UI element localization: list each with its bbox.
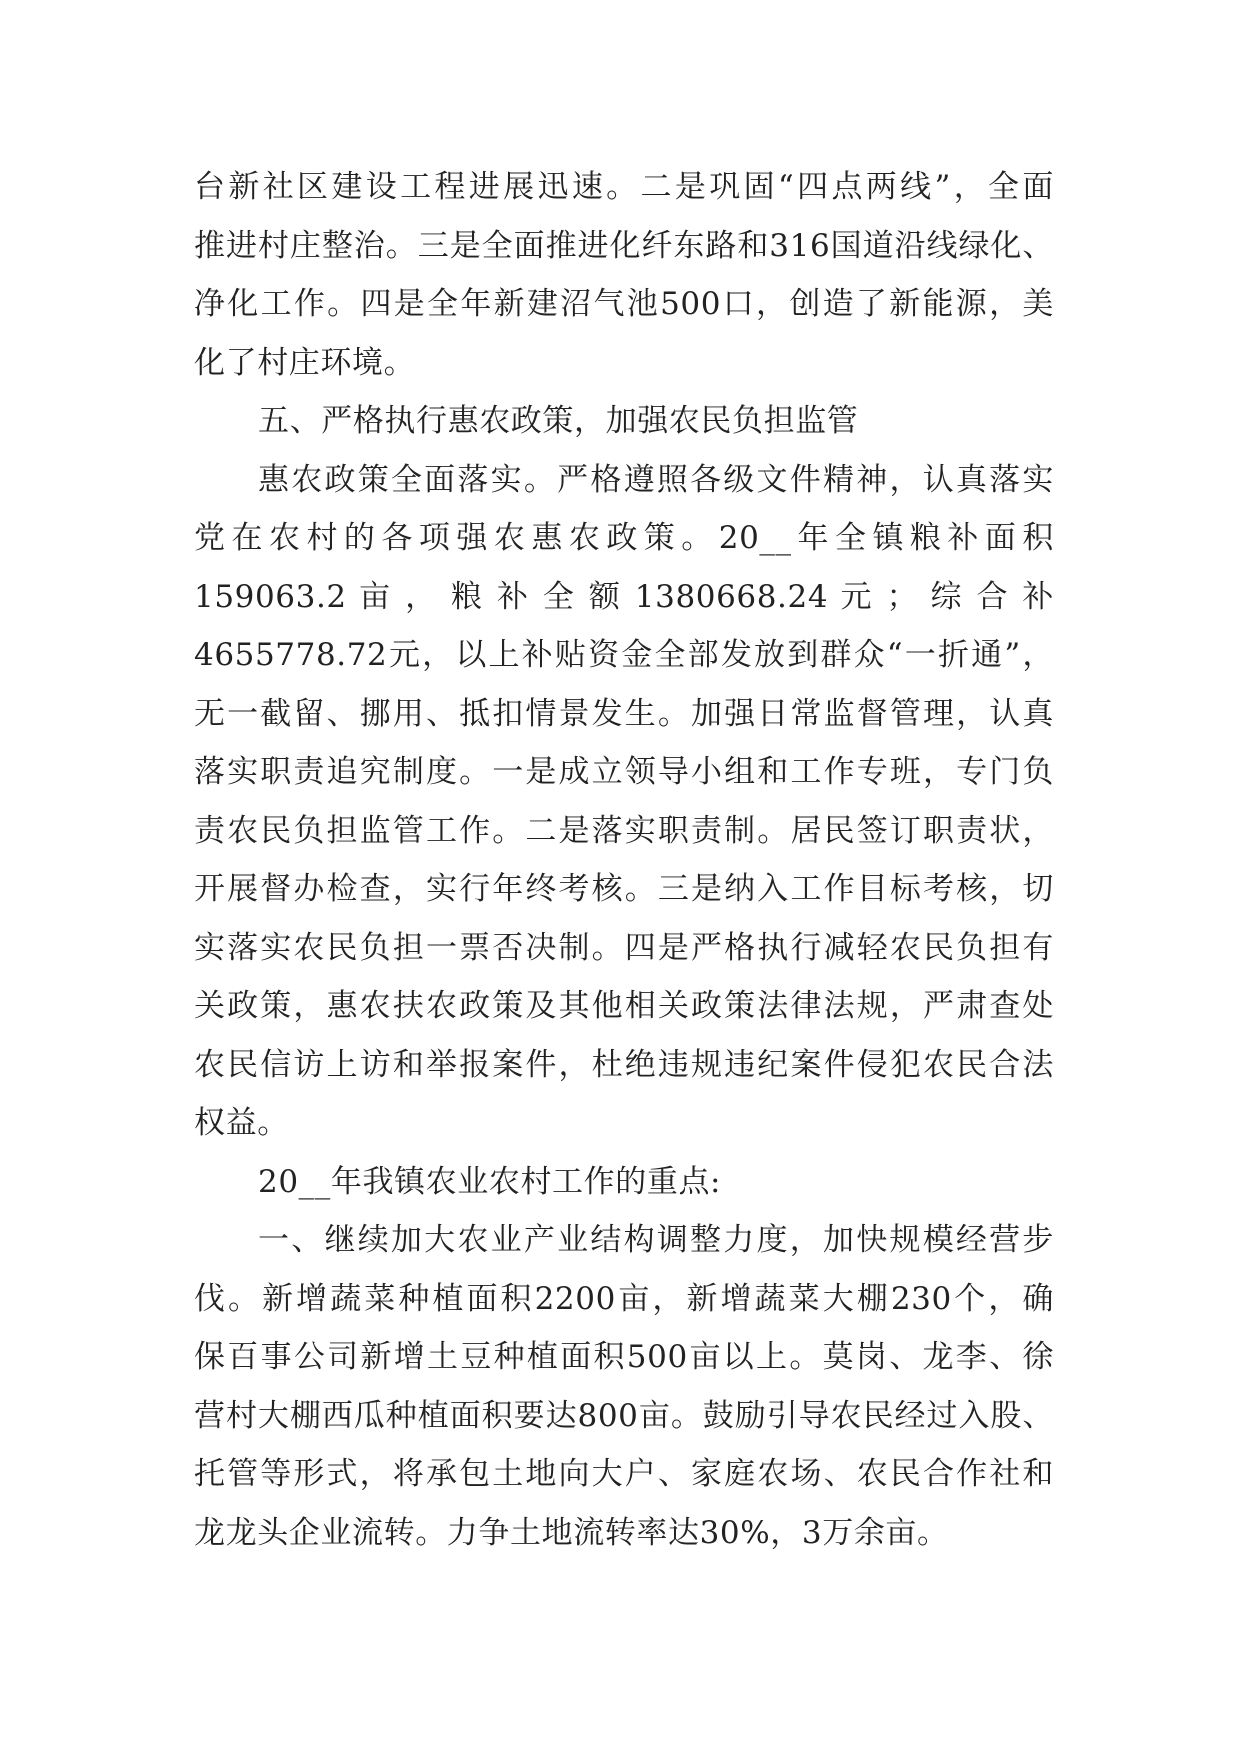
- text-line: 党在农村的各项强农惠农政策。20__年全镇粮补面积: [194, 520, 1054, 556]
- text-line: 一、继续加大农业产业结构调整力度，加快规模经营步: [258, 1222, 1054, 1258]
- text-line: 推进村庄整治。三是全面推进化纤东路和316国道沿线绿化、: [194, 227, 1054, 264]
- text-line: 159063.2 亩 ， 粮 补 全 额 1380668.24 元 ； 综 合 补: [194, 578, 1054, 615]
- text-line: 4655778.72元，以上补贴资金全部发放到群众“一折通”，: [194, 637, 1054, 673]
- text-line: 净化工作。四是全年新建沼气池500口，创造了新能源，美: [194, 286, 1054, 322]
- text-line: 无一截留、挪用、抵扣情景发生。加强日常监督管理，认真: [194, 695, 1054, 732]
- text-line: 落实职责追究制度。一是成立领导小组和工作专班，专门负: [194, 754, 1054, 790]
- text-line: 关政策，惠农扶农政策及其他相关政策法律法规，严肃查处: [194, 988, 1054, 1024]
- text-line: 实落实农民负担一票否决制。四是严格执行减轻农民负担有: [194, 929, 1054, 966]
- text-line: 保百事公司新增土豆种植面积500亩以上。莫岗、龙李、徐: [194, 1339, 1054, 1375]
- section-heading: 20__年我镇农业农村工作的重点:: [258, 1163, 722, 1200]
- text-line: 农民信访上访和举报案件，杜绝违规违纪案件侵犯农民合法: [194, 1046, 1054, 1083]
- text-line: 营村大棚西瓜种植面积要达800亩。鼓励引导农民经过入股、: [194, 1397, 1054, 1434]
- text-line: 开展督办检查，实行年终考核。三是纳入工作目标考核，切: [194, 871, 1054, 907]
- text-line: 权益。: [194, 1105, 289, 1141]
- text-line: 台新社区建设工程进展迅速。二是巩固“四点两线”，全面: [194, 169, 1054, 205]
- text-line: 伐。新增蔬菜种植面积2200亩，新增蔬菜大棚230个，确: [194, 1280, 1054, 1317]
- text-line: 化了村庄环境。: [194, 344, 416, 381]
- document-body: [194, 158, 1054, 1562]
- section-heading: 五、严格执行惠农政策，加强农民负担监管: [258, 403, 859, 439]
- text-line: 惠农政策全面落实。严格遵照各级文件精神，认真落实: [258, 461, 1054, 498]
- text-line: 托管等形式，将承包土地向大户、家庭农场、农民合作社和: [194, 1456, 1054, 1492]
- text-line: 龙龙头企业流转。力争土地流转率达30%，3万余亩。: [194, 1514, 949, 1551]
- text-line: 责农民负担监管工作。二是落实职责制。居民签订职责状，: [194, 812, 1054, 849]
